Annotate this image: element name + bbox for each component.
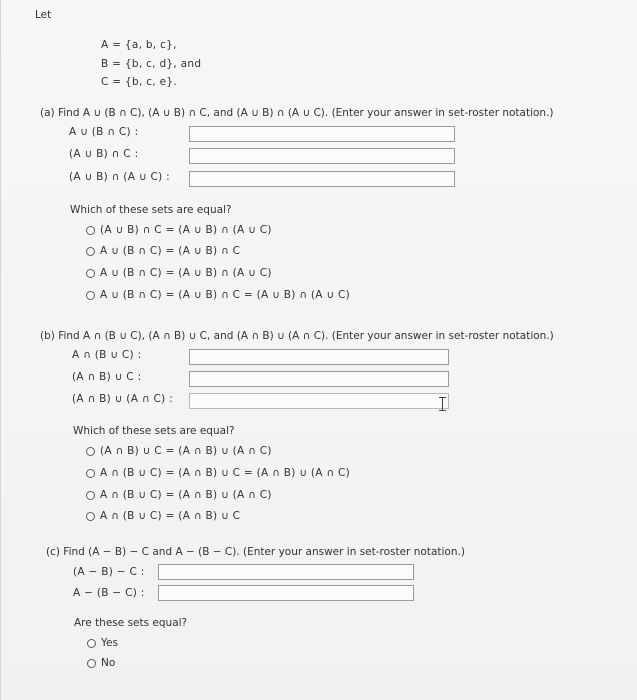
text-cursor-icon [438, 397, 447, 411]
intro-let: Let [35, 9, 52, 21]
part-a-question: Which of these sets are equal? [70, 204, 232, 216]
part-c-option-yes[interactable] [87, 636, 118, 650]
part-b-answer-input-3[interactable] [189, 393, 449, 409]
part-a-field-label-3: (A ∪ B) ∩ (A ∪ C) : [69, 171, 170, 183]
part-c-answer-input-1[interactable] [158, 564, 414, 580]
option-label: A ∪ (B ∩ C) = (A ∪ B) ∩ C = (A ∪ B) ∩ (A ∪ C) [100, 289, 351, 301]
radio-button-icon[interactable] [87, 639, 96, 648]
part-a-answer-input-1[interactable] [189, 126, 455, 142]
radio-button-icon[interactable] [86, 491, 95, 500]
part-c-prompt: (c) Find (A − B) − C and A − (B − C). (Enter your answer in set-roster notation.) [46, 546, 465, 558]
part-a-answer-input-2[interactable] [189, 148, 455, 164]
option-label: A ∪ (B ∩ C) = (A ∪ B) ∩ C [100, 245, 241, 257]
part-c-answer-input-2[interactable] [158, 585, 414, 601]
part-a-field-label-1: A ∪ (B ∩ C) : [69, 126, 139, 138]
part-b-answer-input-1[interactable] [189, 349, 449, 365]
part-b-field-label-3: (A ∩ B) ∪ (A ∩ C) : [72, 393, 173, 405]
option-label: Yes [101, 637, 118, 649]
set-b-definition: B = {b, c, d}, and [101, 58, 202, 70]
part-a-field-label-2: (A ∪ B) ∩ C : [69, 148, 139, 160]
part-b-option-1[interactable] [86, 444, 272, 458]
part-b-option-2[interactable] [86, 466, 350, 480]
part-a-option-4[interactable] [86, 288, 350, 302]
radio-button-icon[interactable] [86, 291, 95, 300]
part-b-field-label-2: (A ∩ B) ∪ C : [72, 371, 142, 383]
radio-button-icon[interactable] [86, 447, 95, 456]
option-label: No [101, 657, 116, 669]
option-label: A ∩ (B ∪ C) = (A ∩ B) ∪ C = (A ∩ B) ∪ (A ∩ C) [100, 467, 351, 479]
option-label: (A ∪ B) ∩ C = (A ∪ B) ∩ (A ∪ C) [100, 224, 272, 236]
set-a-definition: A = {a, b, c}, [101, 39, 177, 51]
left-border [0, 0, 1, 700]
set-c-definition: C = {b, c, e}. [101, 76, 177, 88]
radio-button-icon[interactable] [86, 269, 95, 278]
part-c-question: Are these sets equal? [74, 617, 188, 629]
option-label: (A ∩ B) ∪ C = (A ∩ B) ∪ (A ∩ C) [100, 445, 272, 457]
part-b-answer-input-2[interactable] [189, 371, 449, 387]
part-a-option-3[interactable] [86, 266, 272, 280]
radio-button-icon[interactable] [86, 512, 95, 521]
option-label: A ∪ (B ∩ C) = (A ∪ B) ∩ (A ∪ C) [100, 267, 272, 279]
part-c-option-no[interactable] [87, 656, 115, 670]
option-label: A ∩ (B ∪ C) = (A ∩ B) ∪ (A ∩ C) [100, 489, 272, 501]
part-c-field-label-2: A − (B − C) : [73, 587, 145, 599]
part-a-answer-input-3[interactable] [189, 171, 455, 187]
radio-button-icon[interactable] [86, 469, 95, 478]
part-b-prompt: (b) Find A ∩ (B ∪ C), (A ∩ B) ∪ C, and (A ∩ B) ∪ (A ∩ C). (Enter your answer in set-roster notation.) [40, 330, 554, 342]
part-a-option-1[interactable] [86, 223, 272, 237]
part-b-question: Which of these sets are equal? [73, 425, 235, 437]
part-c-field-label-1: (A − B) − C : [73, 566, 145, 578]
radio-button-icon[interactable] [87, 659, 96, 668]
radio-button-icon[interactable] [86, 226, 95, 235]
part-b-option-4[interactable] [86, 509, 240, 523]
radio-button-icon[interactable] [86, 247, 95, 256]
part-a-prompt: (a) Find A ∪ (B ∩ C), (A ∪ B) ∩ C, and (A ∪ B) ∩ (A ∪ C). (Enter your answer in set-roster notation.) [40, 107, 554, 119]
option-label: A ∩ (B ∪ C) = (A ∩ B) ∪ C [100, 510, 241, 522]
part-b-option-3[interactable] [86, 488, 272, 502]
part-b-field-label-1: A ∩ (B ∪ C) : [72, 349, 142, 361]
part-a-option-2[interactable] [86, 244, 240, 258]
